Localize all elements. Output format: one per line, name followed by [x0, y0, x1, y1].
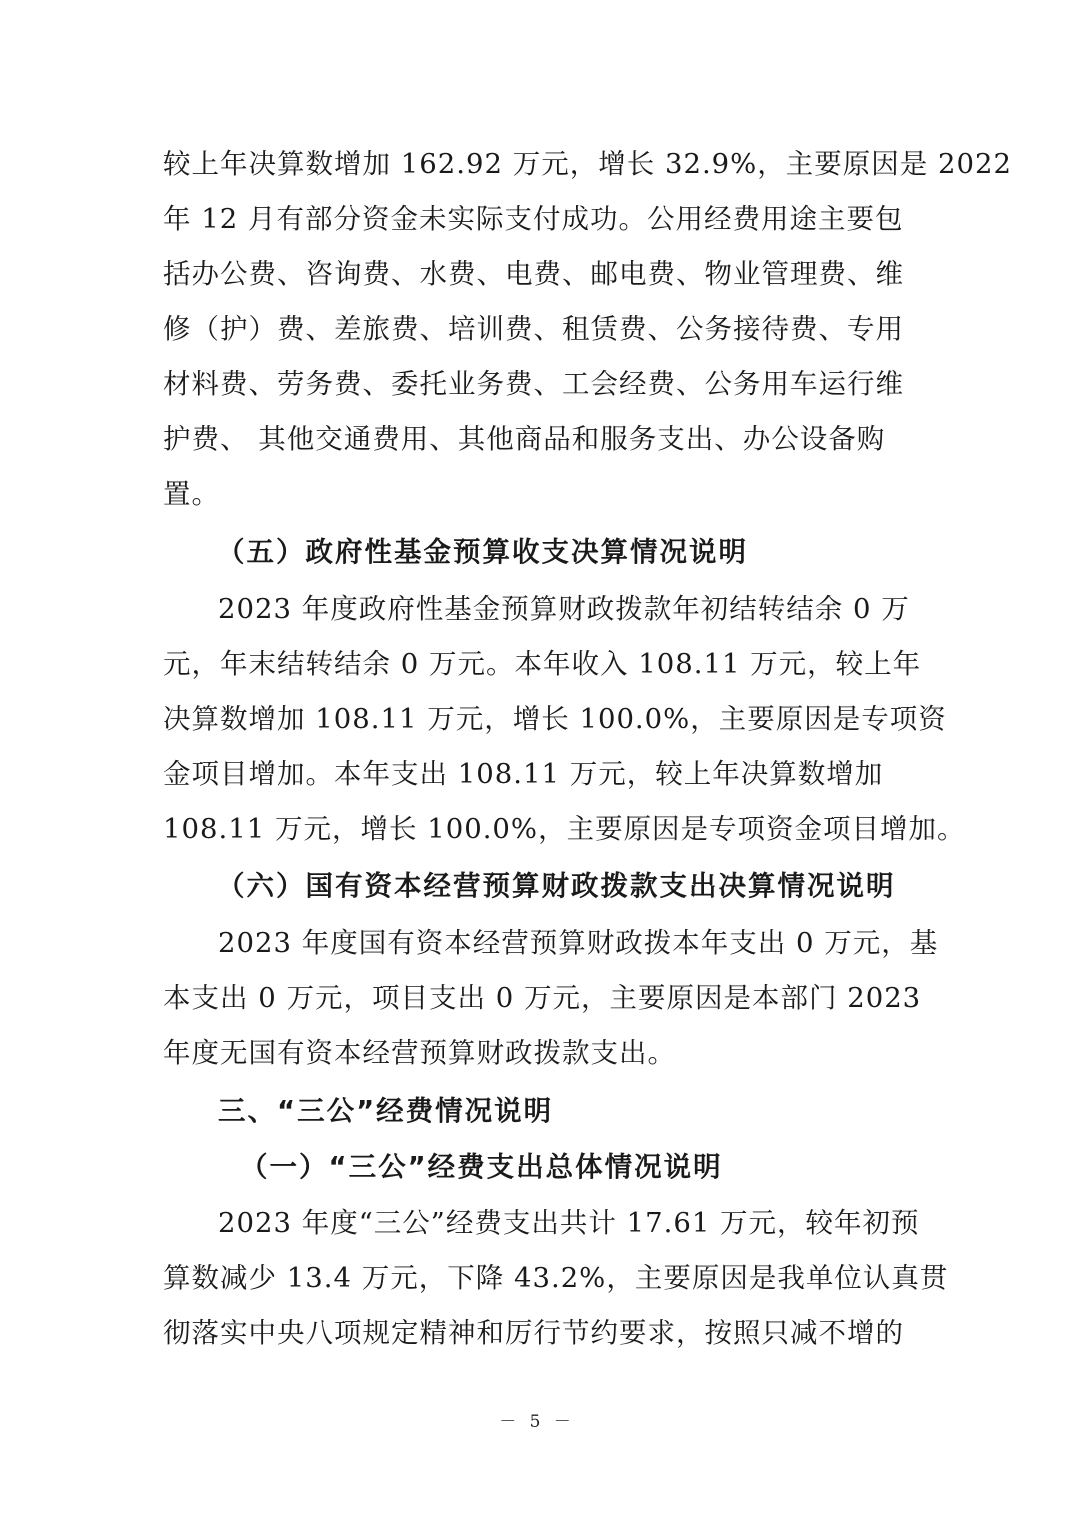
paragraph-line: 修（护）费、差旅费、培训费、租赁费、公务接待费、专用	[163, 313, 904, 345]
paragraph-line: 本支出 0 万元，项目支出 0 万元，主要原因是本部门 2023	[163, 982, 922, 1014]
page-number: － 5 －	[499, 1412, 575, 1432]
section-heading-6: （六）国有资本经营预算财政拨款支出决算情况说明	[217, 870, 896, 902]
paragraph-line: 年度无国有资本经营预算财政拨款支出。	[163, 1037, 676, 1069]
paragraph-line: 彻落实中央八项规定精神和厉行节约要求，按照只减不增的	[163, 1317, 904, 1349]
part-heading-3: 三、“三公”经费情况说明	[218, 1095, 554, 1127]
paragraph-line: 2023 年度国有资本经营预算财政拨本年支出 0 万元，基	[218, 927, 939, 959]
paragraph-line: 置。	[163, 478, 220, 510]
paragraph-line: 2023 年度“三公”经费支出共计 17.61 万元，较年初预	[218, 1207, 920, 1239]
paragraph-line: 括办公费、咨询费、水费、电费、邮电费、物业管理费、维	[163, 258, 904, 290]
paragraph-line: 金项目增加。本年支出 108.11 万元，较上年决算数增加	[163, 758, 884, 790]
paragraph-line: 108.11 万元，增长 100.0%，主要原因是专项资金项目增加。	[163, 813, 966, 845]
section-heading-3-1: （一）“三公”经费支出总体情况说明	[240, 1151, 723, 1183]
paragraph-line: 材料费、劳务费、委托业务费、工会经费、公务用车运行维	[163, 368, 904, 400]
paragraph-line: 护费、 其他交通费用、其他商品和服务支出、办公设备购	[163, 423, 886, 455]
paragraph-line: 2023 年度政府性基金预算财政拨款年初结转结余 0 万	[218, 593, 910, 625]
paragraph-line: 决算数增加 108.11 万元，增长 100.0%，主要原因是专项资	[163, 703, 947, 735]
paragraph-line: 元，年末结转结余 0 万元。本年收入 108.11 万元，较上年	[163, 648, 922, 680]
paragraph-line: 年 12 月有部分资金未实际支付成功。公用经费用途主要包	[163, 203, 904, 235]
paragraph-line: 较上年决算数增加 162.92 万元，增长 32.9%，主要原因是 2022	[163, 148, 1013, 180]
paragraph-line: 算数减少 13.4 万元，下降 43.2%，主要原因是我单位认真贯	[163, 1262, 949, 1294]
section-heading-5: （五）政府性基金预算收支决算情况说明	[217, 536, 748, 568]
